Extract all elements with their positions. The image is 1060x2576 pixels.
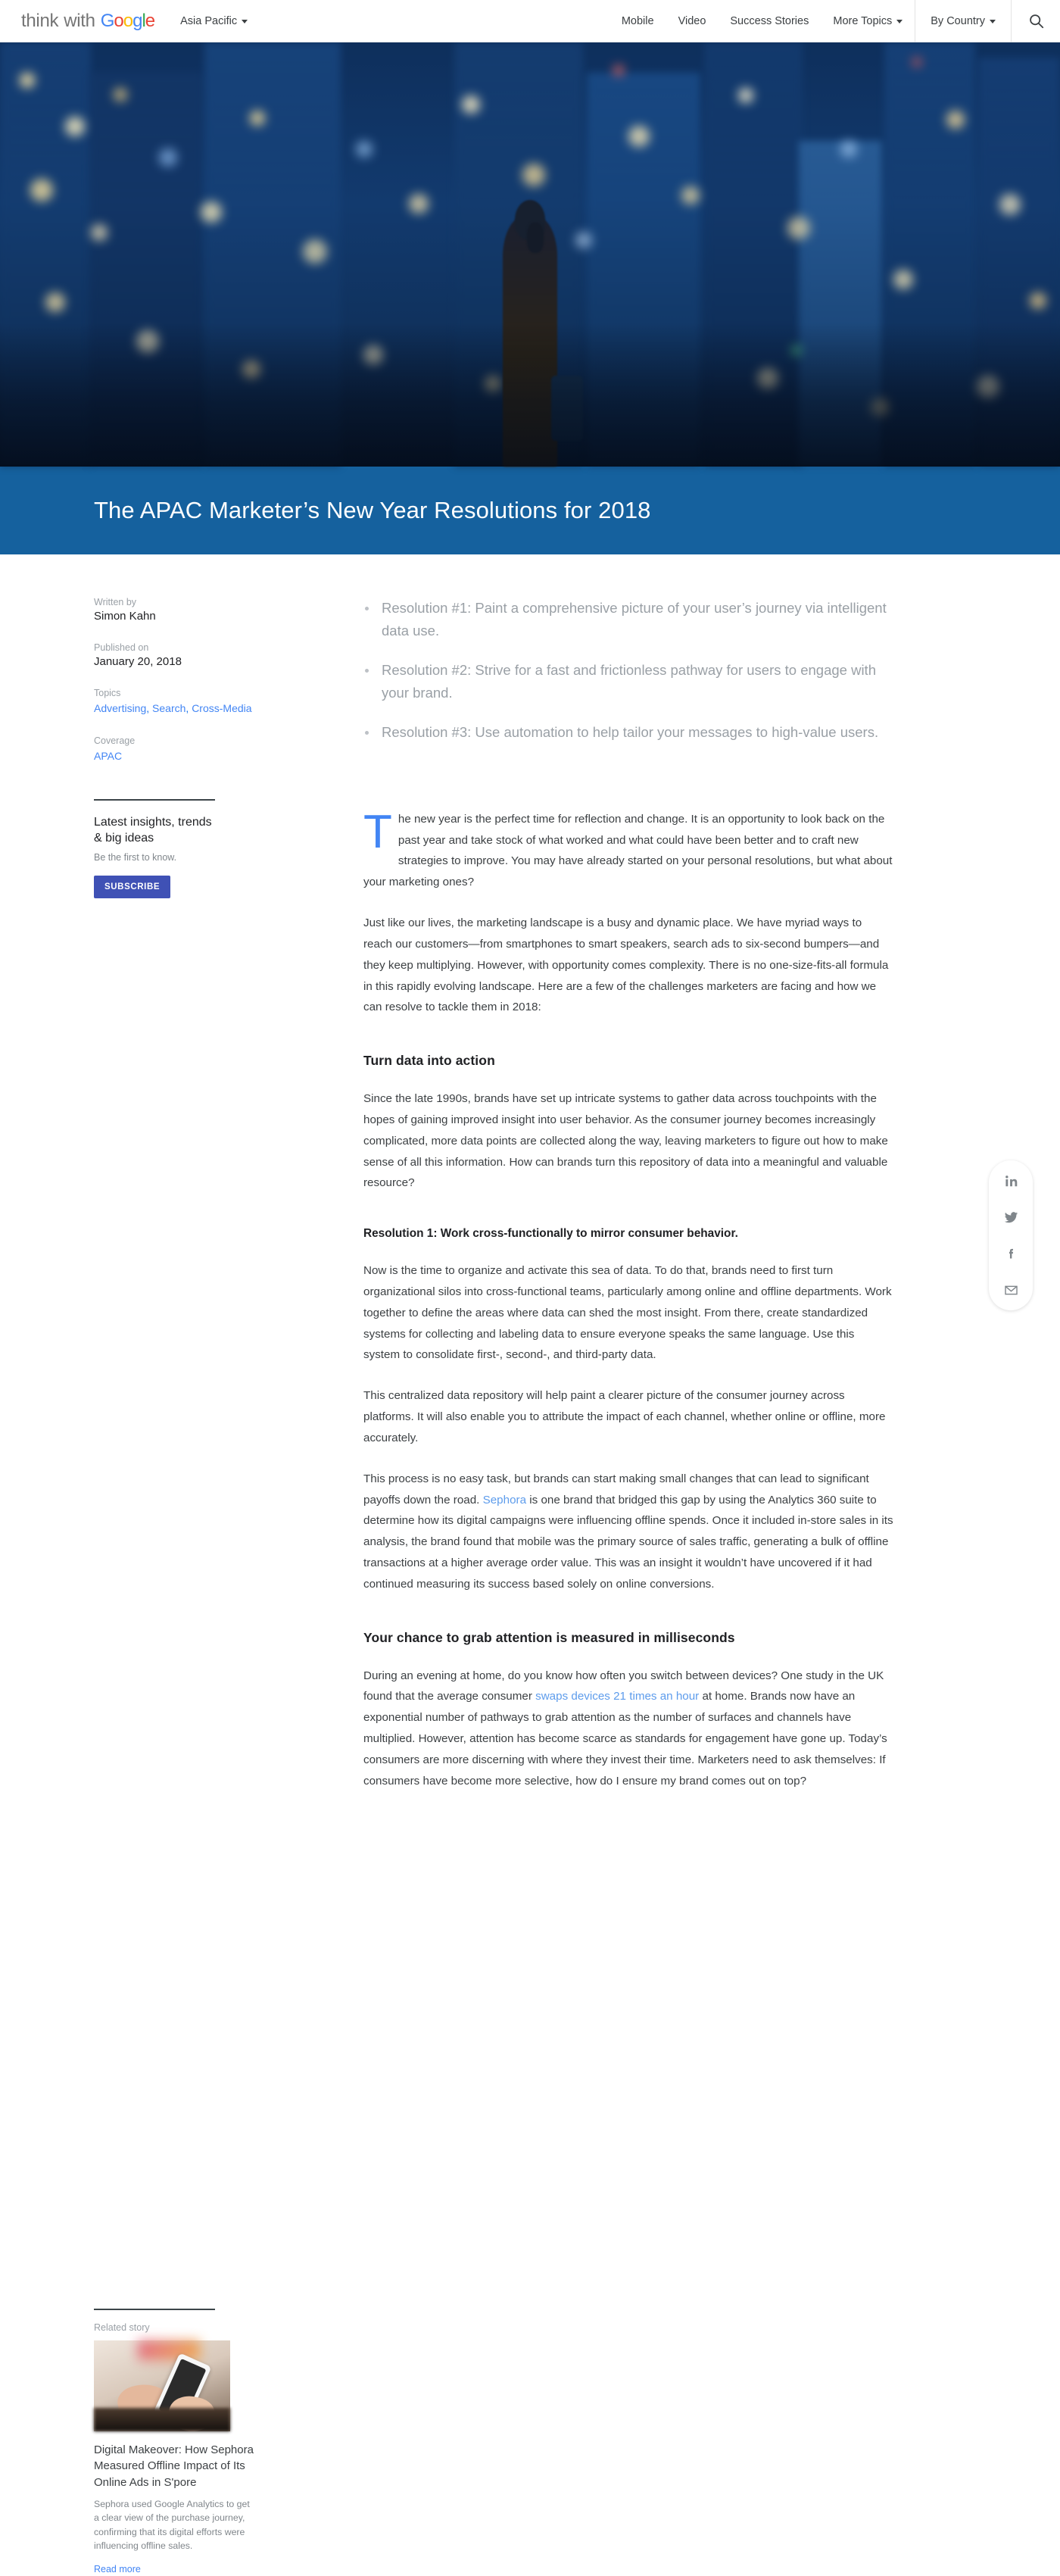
newsletter-divider bbox=[94, 799, 215, 801]
twitter-share-button[interactable] bbox=[1001, 1207, 1021, 1227]
section-heading-grab-attention: Your chance to grab attention is measured in milliseconds bbox=[363, 1629, 735, 1645]
facebook-icon bbox=[1005, 1247, 1018, 1260]
hero-vignette bbox=[0, 323, 1060, 467]
intro-paragraph-1-text: he new year is the perfect time for reflection and change. It is an opportunity to look back on the past year and take stock of what worked and what could have been better and to craft new strategies to improve. You may have already started on your personal resolutions, but what about your marketing ones? bbox=[363, 812, 893, 889]
page-title: The APAC Marketer’s New Year Resolutions for 2018 bbox=[94, 497, 651, 523]
meta-coverage-value bbox=[94, 748, 253, 763]
meta-published-value: January 20, 2018 bbox=[94, 655, 182, 668]
nav-item-more-topics[interactable] bbox=[821, 0, 915, 42]
drop-cap: T bbox=[363, 805, 392, 858]
section2-paragraph-1 bbox=[363, 1666, 893, 1792]
site-header bbox=[0, 0, 1060, 42]
meta-author bbox=[94, 597, 253, 623]
meta-coverage-label: Coverage bbox=[94, 735, 136, 747]
subheading-resolution-1: Resolution 1: Work cross-functionally to mirror consumer behavior. bbox=[363, 1227, 738, 1241]
newsletter-subtitle: Be the first to know. bbox=[94, 851, 177, 863]
section1-paragraph-1: Since the late 1990s, brands have set up intricate systems to gather data across touchpoints with the hopes of gaining improved insight into user behavior. As the consumer journey becomes increasingly complicated, more data points are collected along the way, leaving marketers to figure out how to make sense of all this information. How can brands turn this repository of data into a meaningful and valuable resource? bbox=[363, 1092, 888, 1190]
linkedin-share-button[interactable] bbox=[1001, 1171, 1021, 1191]
meta-published-label: Published on bbox=[94, 642, 149, 653]
nav-item-mobile[interactable]: Mobile bbox=[621, 14, 654, 27]
linkedin-icon bbox=[1005, 1175, 1018, 1188]
coverage-link-apac[interactable]: APAC bbox=[94, 750, 123, 763]
meta-author-label: Written by bbox=[94, 597, 137, 607]
section-heading-turn-data-into-action: Turn data into action bbox=[363, 1053, 495, 1069]
main-nav bbox=[610, 0, 1060, 42]
meta-topics-label: Topics bbox=[94, 688, 121, 698]
topic-link-cross-media[interactable]: Cross-Media bbox=[192, 702, 252, 714]
site-logo[interactable] bbox=[21, 11, 154, 32]
resolution1-paragraph-2: This centralized data repository will help paint a clearer picture of the consumer journey across platforms. It will also enable you to attribute the impact of each channel, whether online or offline, more accurately. bbox=[363, 1389, 886, 1444]
list-item: Resolution #1: Paint a comprehensive picture of your user’s journey via intelligent data use. bbox=[363, 597, 893, 642]
article-meta-sidebar bbox=[94, 597, 253, 898]
resolutions-summary-list bbox=[363, 597, 893, 744]
resolution1-p3-part-b: is one brand that bridged this gap by using the Analytics 360 suite to determine how its digital campaigns were influencing offline spends. Once it included in-store sales in its analysis, the brand found that mobile was the primary source of sales traffic, generating a bulk of offline transactions at a higher average order value. This was an insight it wouldn’t have uncovered if it had continued measuring its success based solely on online conversions. bbox=[363, 1493, 893, 1591]
nav-item-by-country-label: By Country bbox=[931, 14, 985, 27]
resolution1-p3-part-a: This process is no easy task, but brands can start making small changes that can lead to significant payoffs down the road. bbox=[363, 1472, 869, 1507]
article-content bbox=[363, 597, 893, 1811]
resolution1-paragraph-1: Now is the time to organize and activate this sea of data. To do that, brands need to first turn organizational silos into cross-functional teams, particularly among online and offline departments. Work together to define the areas where data can shed the most insight. From there, create standardized systems for collecting and labeling data to ensure everyone speaks the same language. Use this system to consolidate first-, second-, and third-party data. bbox=[363, 1264, 892, 1362]
meta-topics-value: Advertising, Search, Cross-Media bbox=[94, 702, 252, 714]
meta-coverage bbox=[94, 735, 253, 763]
topic-link-advertising[interactable]: Advertising bbox=[94, 702, 147, 714]
region-label: Asia Pacific bbox=[180, 14, 238, 27]
logo-think: think bbox=[21, 10, 59, 31]
related-story-thumbnail[interactable] bbox=[94, 2340, 230, 2431]
related-story-description: Sephora used Google Analytics to get a clear view of the purchase journey, confirming that its digital efforts were influencing offline sales. bbox=[94, 2498, 250, 2552]
email-icon bbox=[1004, 1283, 1018, 1297]
article-body-wrapper bbox=[0, 554, 1060, 2574]
nav-item-by-country[interactable] bbox=[915, 0, 1011, 42]
nav-item-more-topics-label: More Topics bbox=[833, 14, 893, 27]
intro-paragraph-1 bbox=[363, 805, 893, 893]
swaps-devices-study-link[interactable]: swaps devices 21 times an hour bbox=[535, 1690, 700, 1703]
meta-topics bbox=[94, 688, 253, 716]
newsletter-title: Latest insights, trends & big ideas bbox=[94, 815, 212, 845]
intro-paragraph-2: Just like our lives, the marketing landscape is a busy and dynamic place. We have myriad ways to reach our customers—from smartphones to smart speakers, search ads to six-second bumpers—and they keep multiplying. However, with opportunity comes complexity. There is no one-size-fits-all formula in this rapidly evolving landscape. Here are a few of the challenges marketers are facing and how we can resolve to tackle them in 2018: bbox=[363, 916, 889, 1014]
search-button[interactable] bbox=[1012, 0, 1060, 42]
related-story-title[interactable]: Digital Makeover: How Sephora Measured Offline Impact of Its Online Ads in S'pore bbox=[94, 2443, 254, 2489]
chevron-down-icon bbox=[896, 20, 903, 23]
topic-link-search[interactable]: Search bbox=[152, 702, 186, 714]
social-share-rail bbox=[989, 1160, 1033, 1310]
meta-author-value: Simon Kahn bbox=[94, 610, 156, 623]
related-story-card bbox=[94, 2309, 254, 2576]
logo-google: Google bbox=[100, 10, 155, 31]
read-more-link[interactable]: Read more bbox=[94, 2563, 141, 2574]
hero-image bbox=[0, 42, 1060, 467]
related-divider bbox=[94, 2309, 215, 2310]
meta-published bbox=[94, 642, 253, 668]
search-icon bbox=[1028, 13, 1044, 29]
resolution1-paragraph-3 bbox=[363, 1469, 893, 1595]
list-item: Resolution #3: Use automation to help tailor your messages to high-value users. bbox=[363, 721, 893, 744]
newsletter-signup bbox=[94, 814, 253, 898]
section2-p1-part-a: During an evening at home, do you know how often you switch between devices? One study in the UK found that the average consumer bbox=[363, 1669, 884, 1703]
chevron-down-icon bbox=[242, 20, 248, 23]
list-item: Resolution #2: Strive for a fast and frictionless pathway for users to engage with your brand. bbox=[363, 659, 893, 704]
chevron-down-icon bbox=[990, 20, 996, 23]
section2-p1-part-b: at home. Brands now have an exponential number of pathways to grab attention as the number of surfaces and channels have multiplied. However, attention has become scarce as standards for engagement have gone up. Today’s consumers are more discerning with where they invest their time. Marketers need to ask themselves: If consumers have become more selective, how do I ensure my brand comes out on top? bbox=[363, 1690, 887, 1788]
sephora-link[interactable]: Sephora bbox=[482, 1493, 527, 1507]
nav-item-success-stories[interactable]: Success Stories bbox=[730, 14, 809, 27]
nav-item-video[interactable]: Video bbox=[678, 14, 706, 27]
subscribe-button[interactable]: SUBSCRIBE bbox=[94, 876, 170, 898]
logo-with: with bbox=[64, 10, 95, 31]
email-share-button[interactable] bbox=[1001, 1280, 1021, 1300]
article-title-banner bbox=[0, 467, 1060, 554]
facebook-share-button[interactable] bbox=[1001, 1244, 1021, 1263]
twitter-icon bbox=[1004, 1210, 1018, 1225]
region-selector[interactable] bbox=[180, 15, 248, 27]
related-story-label: Related story bbox=[94, 2322, 150, 2333]
